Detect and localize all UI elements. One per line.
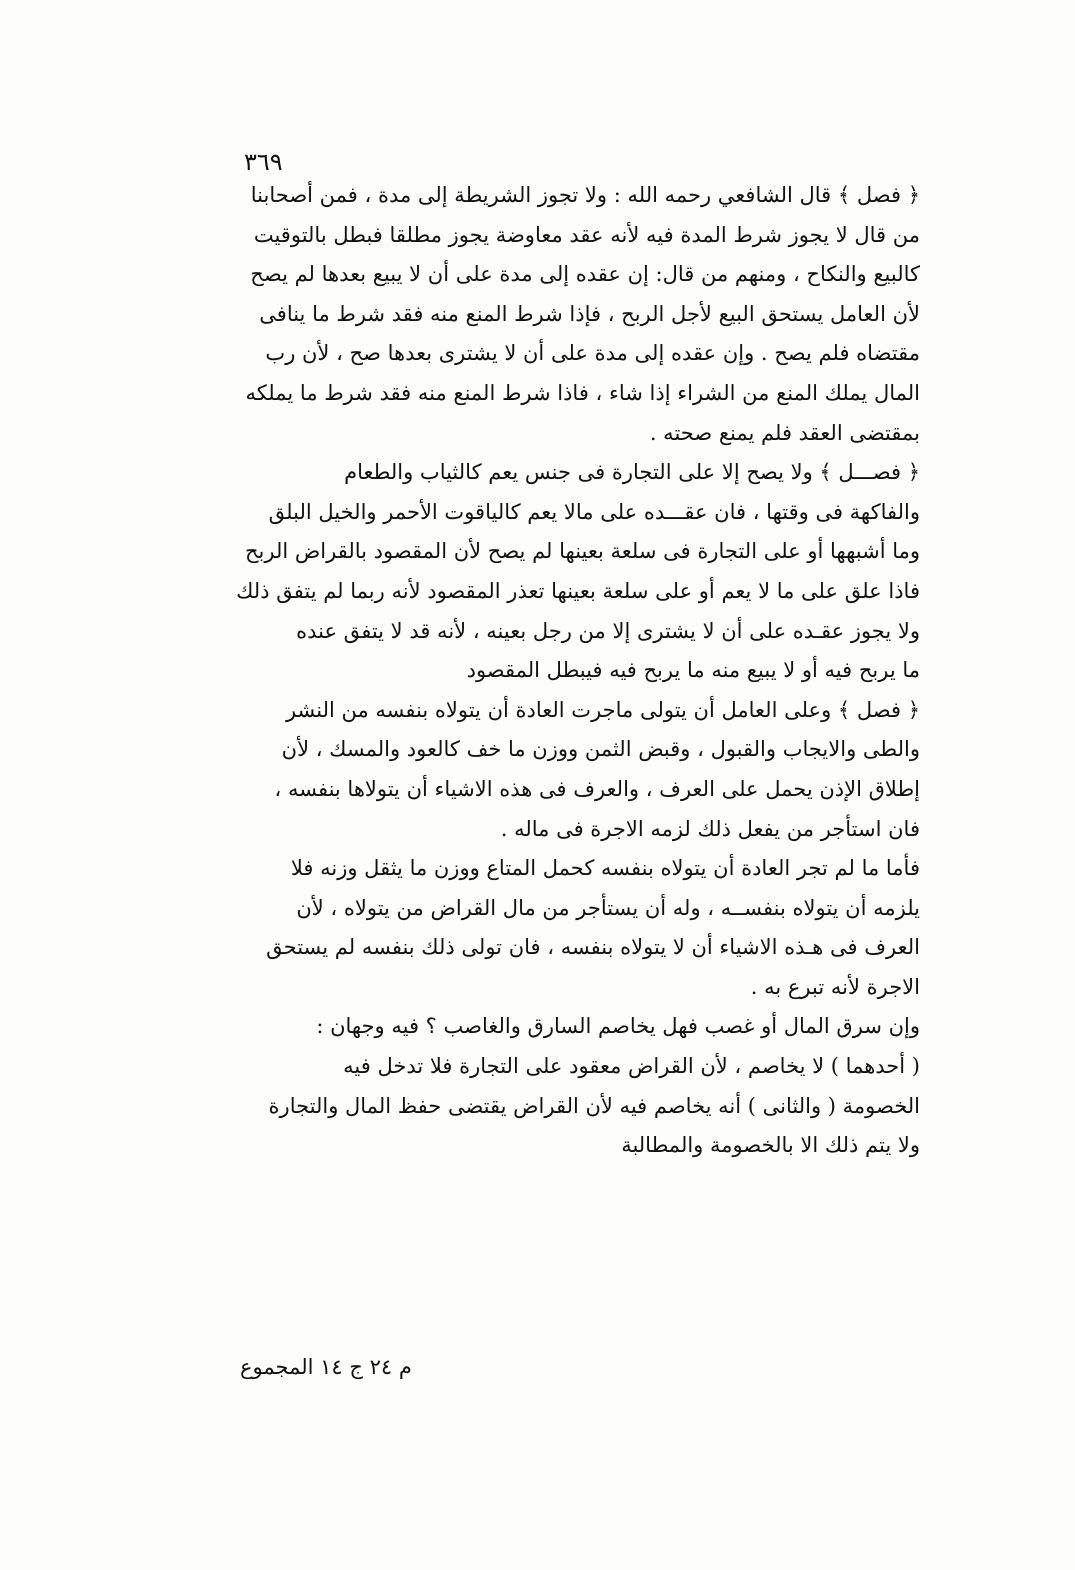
- text-line: فان استأجر من يفعل ذلك لزمه الاجرة فى ماله .: [500, 816, 920, 841]
- text-line: ولا يتم ذلك الا بالخصومة والمطالبة: [621, 1133, 920, 1158]
- text-line: ﴿ فصـــل ﴾ ولا يصح إلا على التجارة فى جنس يعم كالثياب والطعام: [344, 460, 920, 485]
- text-line: ﴿ فصل ﴾ وعلى العامل أن يتولى ماجرت العادة أن يتولاه بنفسه من النشر: [285, 697, 920, 722]
- text-line: ( أحدهما ) لا يخاصم ، لأن القراض معقود على التجارة فلا تدخل فيه: [343, 1054, 920, 1079]
- text-line: بمقتضى العقد فلم يمنع صحته .: [649, 420, 920, 445]
- text-line: ولا يجوز عقـده على أن لا يشترى إلا من رجل بعينه ، لأنه قد لا يتفق عنده: [296, 618, 920, 643]
- text-line: يلزمه أن يتولاه بنفســه ، وله أن يستأجر من مال القراض من يتولاه ، لأن: [296, 895, 920, 920]
- text-line: ما يربح فيه أو لا يبيع منه ما يربح فيه فيبطل المقصود: [466, 658, 920, 683]
- text-line: وإن سرق المال أو غصب فهل يخاصم السارق والغاصب ؟ فيه وجهان :: [316, 1014, 920, 1039]
- page-number: ٣٦٩: [244, 148, 283, 176]
- text-line: وما أشبهها أو على التجارة فى سلعة بعينها لم يصح لأن المقصود بالقراض الربح: [244, 539, 920, 564]
- text-line: والطى والايجاب والقبول ، وقبض الثمن ووزن ما خف كالعود والمسك ، لأن: [281, 737, 920, 762]
- text-line: مقتضاه فلم يصح . وإن عقده إلى مدة على أن لا يشترى بعدها صح ، لأن رب: [265, 341, 920, 366]
- text-line: لأن العامل يستحق البيع لأجل الربح ، فإذا شرط المنع منه فقد شرط ما ينافى: [259, 301, 920, 326]
- text-line: فأما ما لم تجر العادة أن يتولاه بنفسه كحمل المتاع ووزن ما يثقل وزنه فلا: [290, 856, 920, 881]
- text-line: العرف فى هـذه الاشياء أن لا يتولاه بنفسه ، فان تولى ذلك بنفسه لم يستحق: [266, 935, 920, 960]
- text-line: كالبيع والنكاح ، ومنهم من قال: إن عقده إلى مدة على أن لا يبيع بعدها لم يصح: [250, 262, 920, 287]
- text-line: من قال لا يجوز شرط المدة فيه لأنه عقد معاوضة يجوز مطلقا فبطل بالتوقيت: [253, 222, 920, 247]
- body-text: [210, 176, 920, 1166]
- text-line: الخصومة ( والثانى ) أنه يخاصم فيه لأن القراض يقتضى حفظ المال والتجارة: [268, 1093, 920, 1118]
- text-line: المال يملك المنع من الشراء إذا شاء ، فاذا شرط المنع منه فقد شرط ما يملكه: [245, 380, 920, 405]
- text-line: فاذا علق على ما لا يعم أو على سلعة بعينها تعذر المقصود لأنه ربما لم يتفق ذلك: [236, 578, 920, 603]
- page-footer: م ٢٤ ج ١٤ المجموع: [240, 1355, 412, 1379]
- text-line: ﴿ فصل ﴾ قال الشافعي رحمه الله : ولا تجوز الشريطة إلى مدة ، فمن أصحابنا: [250, 183, 920, 207]
- text-line: إطلاق الإذن يحمل على العرف ، والعرف فى هذه الاشياء أن يتولاها بنفسه ،: [274, 776, 920, 801]
- text-line: والفاكهة فى وقتها ، فان عقـــده على مالا يعم كالياقوت الأحمر والخيل البلق: [268, 499, 920, 524]
- text-line: الاجرة لأنه تبرع به .: [750, 974, 920, 999]
